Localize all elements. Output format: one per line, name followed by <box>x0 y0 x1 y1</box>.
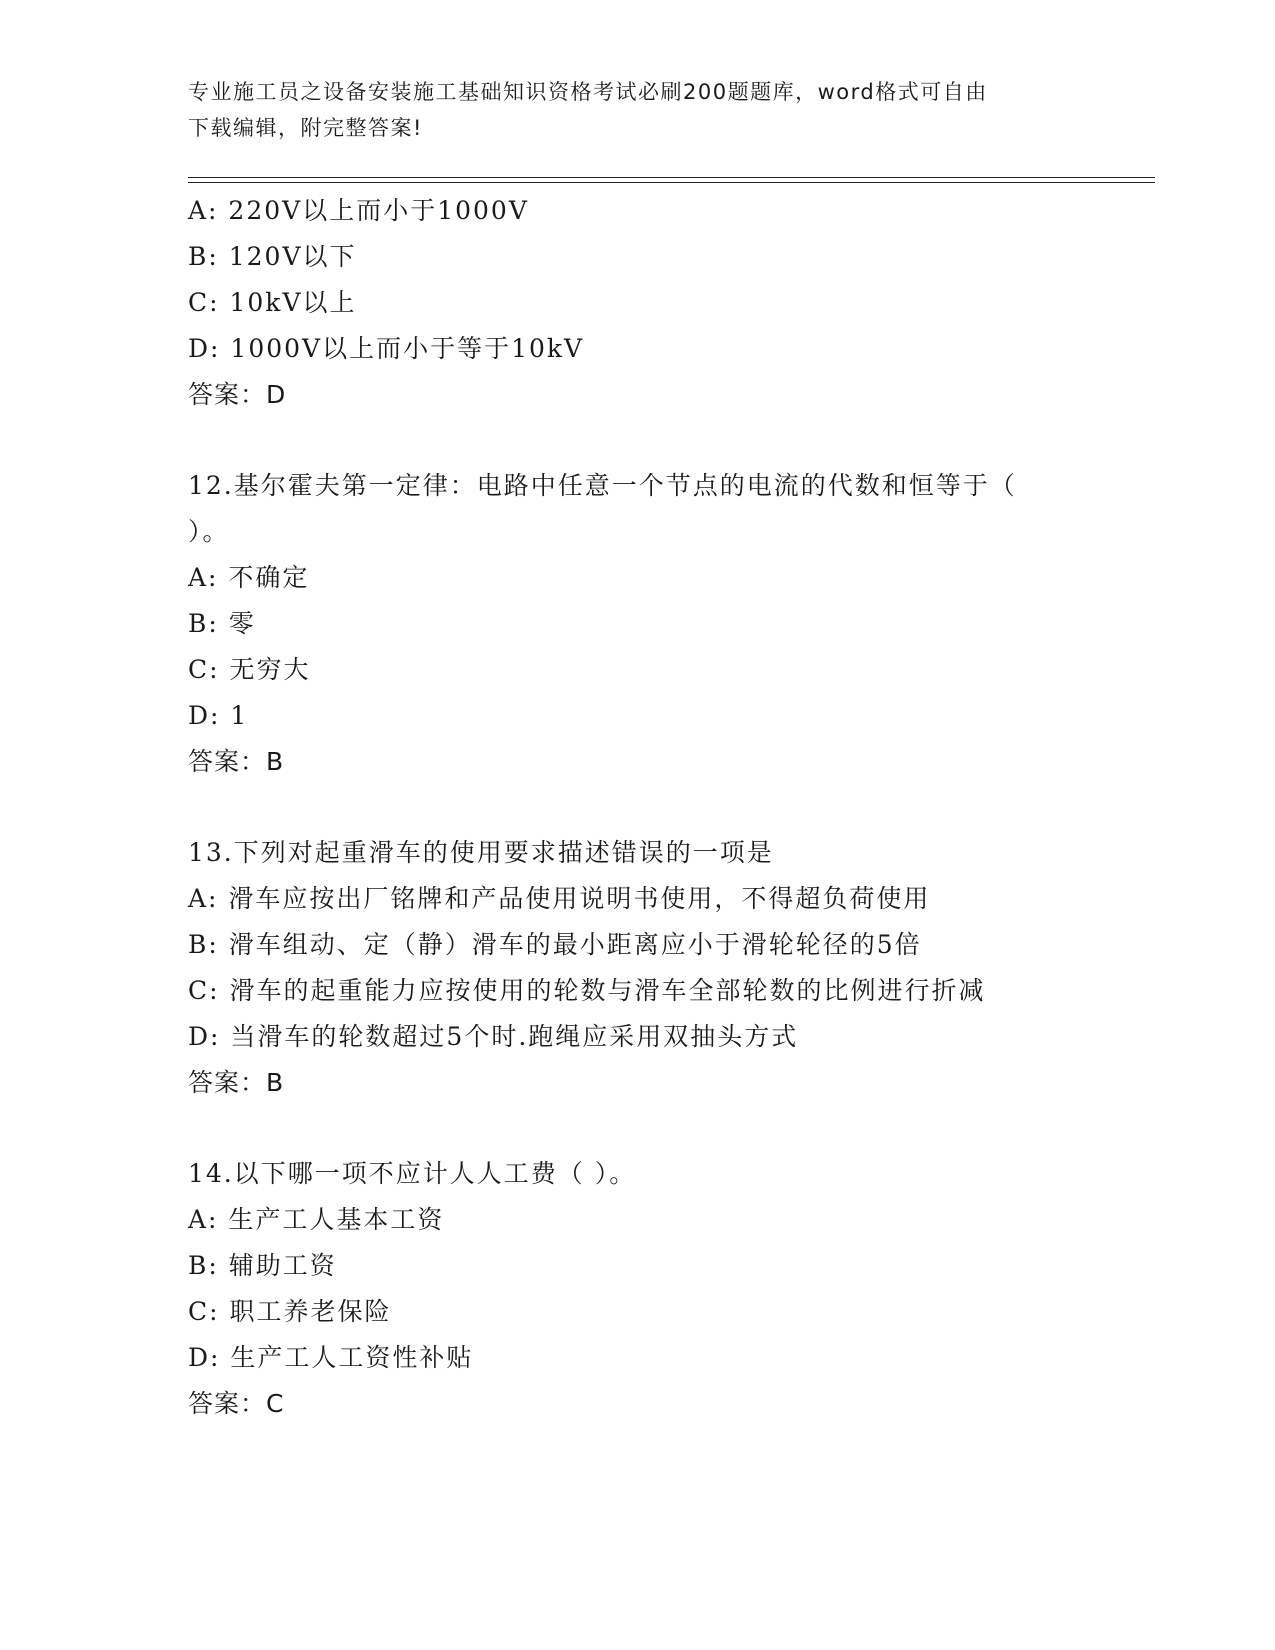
answer-line: 答案：B <box>188 1068 285 1097</box>
answer-line: 答案：C <box>188 1389 285 1418</box>
header-line-2: 下载编辑，附完整答案! <box>188 116 423 140</box>
option-c: C: 滑车的起重能力应按使用的轮数与滑车全部轮数的比例进行折减 <box>188 976 986 1005</box>
option-d: D: 1000V以上而小于等于10kV <box>188 334 585 363</box>
option-d: D: 当滑车的轮数超过5个时.跑绳应采用双抽头方式 <box>188 1022 799 1051</box>
option-c: C: 职工养老保险 <box>188 1297 392 1326</box>
question-14 <box>188 1151 1088 1427</box>
option-c: C: 10kV以上 <box>188 288 357 317</box>
option-b: B: 零 <box>188 609 256 638</box>
spacer <box>188 1106 1088 1151</box>
question-stem: 14.以下哪一项不应计人人工费（ ）。 <box>188 1159 637 1188</box>
question-stem-continued: ）。 <box>188 517 230 546</box>
option-d: D: 1 <box>188 701 249 730</box>
question-11 <box>188 188 1088 418</box>
header-line-1: 专业施工员之设备安装施工基础知识资格考试必刷200题题库，word格式可自由 <box>188 80 988 104</box>
spacer <box>188 785 1088 830</box>
header-divider-top <box>188 177 1155 178</box>
answer-line: 答案：D <box>188 380 287 409</box>
option-a: A: 220V以上而小于1000V <box>188 196 529 225</box>
question-12 <box>188 463 1088 785</box>
option-a: A: 不确定 <box>188 563 310 592</box>
answer-line: 答案：B <box>188 747 285 776</box>
option-c: C: 无穷大 <box>188 655 311 684</box>
option-a: A: 滑车应按出厂铭牌和产品使用说明书使用，不得超负荷使用 <box>188 884 931 913</box>
question-stem: 12.基尔霍夫第一定律：电路中任意一个节点的电流的代数和恒等于（ <box>188 471 1017 500</box>
question-13 <box>188 830 1088 1106</box>
question-stem: 13.下列对起重滑车的使用要求描述错误的一项是 <box>188 838 774 867</box>
question-list <box>188 188 1088 1427</box>
option-d: D: 生产工人工资性补贴 <box>188 1343 474 1372</box>
option-b: B: 滑车组动、定（静）滑车的最小距离应小于滑轮轮径的5倍 <box>188 930 922 959</box>
option-b: B: 120V以下 <box>188 242 357 271</box>
document-header <box>188 74 1088 146</box>
option-a: A: 生产工人基本工资 <box>188 1205 445 1234</box>
header-divider-bottom <box>188 182 1155 183</box>
spacer <box>188 418 1088 463</box>
option-b: B: 辅助工资 <box>188 1251 337 1280</box>
